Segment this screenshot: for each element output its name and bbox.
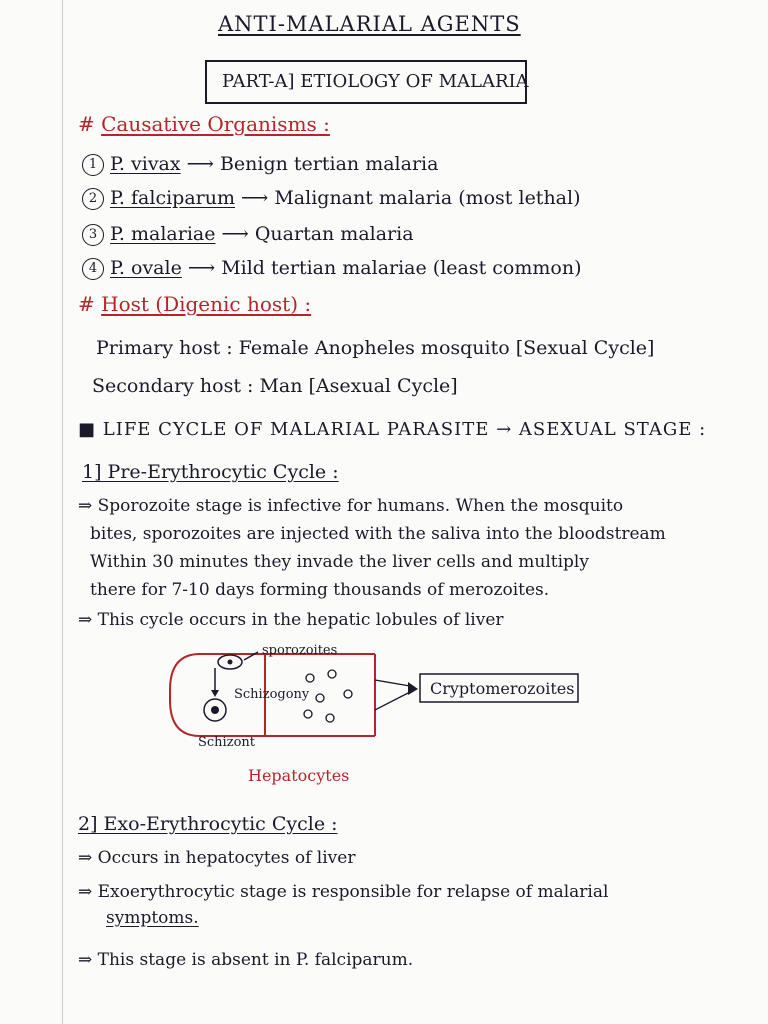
primary-host: Primary host : Female Anopheles mosquito [Sexual Cycle] [96,337,655,359]
exo-heading: 2] Exo-Erythrocytic Cycle : [78,813,338,835]
pre-line-3: Within 30 minutes they invade the liver cells and multiply [90,552,589,572]
hepatocytes-label: Hepatocytes [248,766,350,785]
pre-line-1: ⇒ Sporozoite stage is infective for humans. When the mosquito [78,496,624,516]
part-heading: PART-A] ETIOLOGY OF MALARIA [222,71,529,92]
cryptomerozoites-label: Cryptomerozoites [430,679,575,698]
exo-line-4: ⇒ This stage is absent in P. falciparum. [78,950,414,970]
exo-line-3: symptoms. [106,908,199,928]
schizogony-label: Schizogony [234,687,310,702]
pre-line-4: there for 7-10 days forming thousands of merozoites. [90,580,550,600]
hepatic-lobule-diagram [160,640,620,790]
sporozoites-label: sporozoites [262,643,338,658]
pre-line-5: ⇒ This cycle occurs in the hepatic lobules of liver [78,610,504,630]
organism-row-3: 3 P. malariae ⟶ Quartan malaria [82,222,414,246]
right-arrow-icon [408,682,418,695]
lifecycle-heading: ■ LIFE CYCLE OF MALARIAL PARASITE → ASEXUAL STAGE : [78,419,707,440]
pre-heading: 1] Pre-Erythrocytic Cycle : [82,461,339,483]
pre-line-2: bites, sporozoites are injected with the saliva into the bloodstream [90,524,666,544]
organism-row-4: 4 P. ovale ⟶ Mild tertian malariae (least common) [82,256,581,280]
secondary-host: Secondary host : Man [Asexual Cycle] [92,375,458,397]
page-title: ANTI-MALARIAL AGENTS [218,12,521,36]
causative-heading: # Causative Organisms : [78,112,330,136]
square-bullet-icon: ■ [78,419,97,440]
organism-row-1: 1 P. vivax ⟶ Benign tertian malaria [82,152,438,176]
exo-line-1: ⇒ Occurs in hepatocytes of liver [78,848,356,868]
organism-row-2: 2 P. falciparum ⟶ Malignant malaria (most lethal) [82,186,581,210]
schizont-label: Schizont [198,735,255,750]
margin-line [62,0,63,1024]
exo-line-2: ⇒ Exoerythrocytic stage is responsible for relapse of malarial [78,882,609,902]
host-heading: # Host (Digenic host) : [78,292,312,316]
